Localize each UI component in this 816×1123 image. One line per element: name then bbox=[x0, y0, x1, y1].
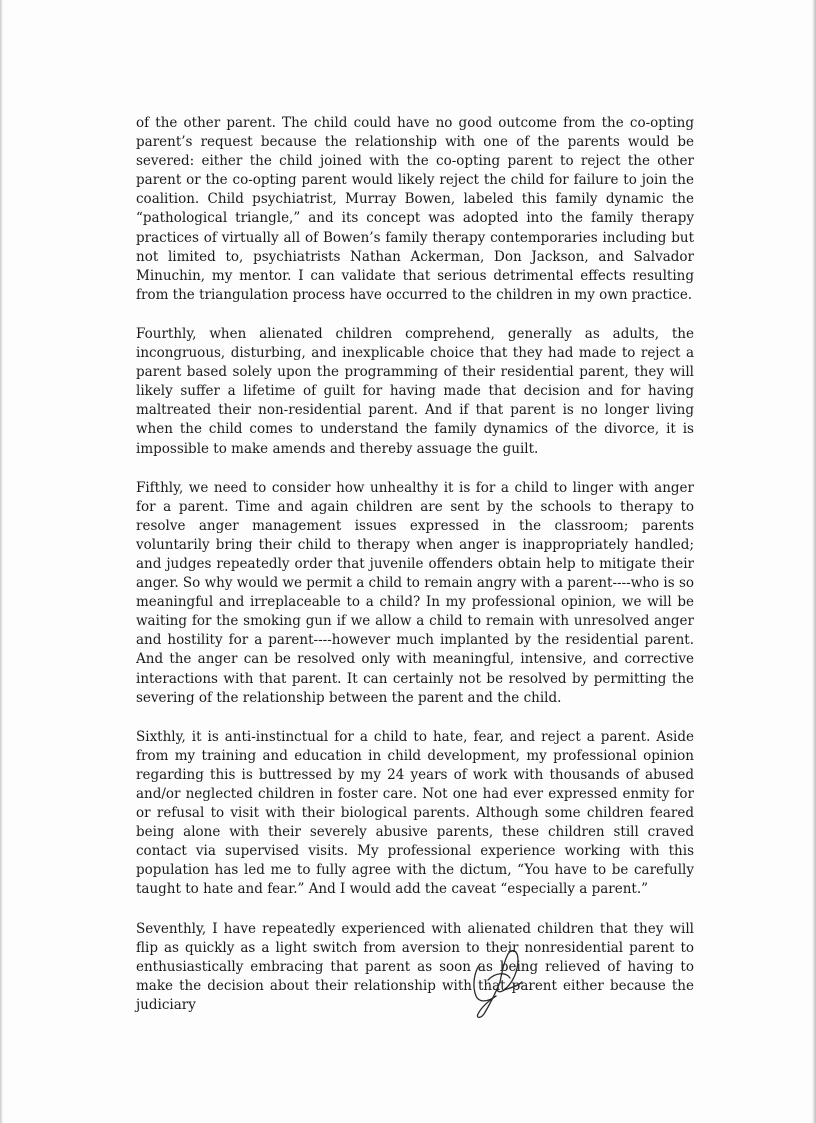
scan-edge-left bbox=[0, 0, 3, 1123]
paragraph-seventhly: Seventhly, I have repeatedly experienced with alienated children that they will flip as quickly as a light switch from aversion to their nonresidential parent to enthusiastically embracing that parent as soon as being relieved of having to make the decision about their relationship with that parent either because the judiciary bbox=[136, 920, 694, 1013]
paragraph-continuation: of the other parent. The child could have no good outcome from the co-opting parent’s request because the relationship with one of the parents would be severed: either the child joined with the co-opting parent to reject the other parent or the co-opting parent would likely reject the child for failure to join the coalition. Child psychiatrist, Murray Bowen, labeled this family dynamic the “pathological triangle,” and its concept was adopted into the family therapy practices of virtually all of Bowen’s family therapy contemporaries including but not limited to, psychiatrists Nathan Ackerman, Don Jackson, and Salvador Minuchin, my mentor. I can validate that serious detrimental effects resulting from the triangulation process have occurred to the children in my own practice. bbox=[136, 115, 694, 303]
paragraph-fourthly: Fourthly, when alienated children comprehend, generally as adults, the incongruous, disturbing, and inexplicable choice that they had made to reject a parent based solely upon the programming of their residential parent, they will likely suffer a lifetime of guilt for having made that decision and for having maltreated their non-residential parent. And if that parent is no longer living when the child comes to understand the family dynamics of the divorce, it is impossible to make amends and thereby assuage the guilt. bbox=[136, 325, 694, 457]
paragraph-fifthly: Fifthly, we need to consider how unhealthy it is for a child to linger with anger for a parent. Time and again children are sent by the schools to therapy to resolve anger management issues expressed in the classroom; parents voluntarily bring their child to therapy when anger is inappropriately handled; and judges repeatedly order that juvenile offenders obtain help to mitigate their anger. So why would we permit a child to remain angry with a parent----who is so meaningful and irreplaceable to a child? In my professional opinion, we will be waiting for the smoking gun if we allow a child to remain with unresolved anger and hostility for a parent----however much implanted by the residential parent. And the anger can be resolved only with meaningful, intensive, and corrective interactions with that parent. It can certainly not be resolved by permitting the severing of the relationship between the parent and the child. bbox=[136, 479, 694, 706]
paragraph-sixthly: Sixthly, it is anti-instinctual for a child to hate, fear, and reject a parent. Aside from my training and education in child development, my professional opinion regarding this is buttressed by my 24 years of work with thousands of abused and/or neglected children in foster care. Not one had ever expressed enmity for or refusal to visit with their biological parents. Although some children feared being alone with their severely abusive parents, these children still craved contact via supervised visits. My professional experience working with this population has led me to fully agree with the dictum, “You have to be carefully taught to hate and fear.” And I would add the caveat “especially a parent.” bbox=[136, 728, 694, 898]
handwritten-initials-signature bbox=[466, 942, 530, 1020]
scan-edge-right bbox=[812, 0, 816, 1123]
body-text bbox=[136, 114, 694, 1035]
